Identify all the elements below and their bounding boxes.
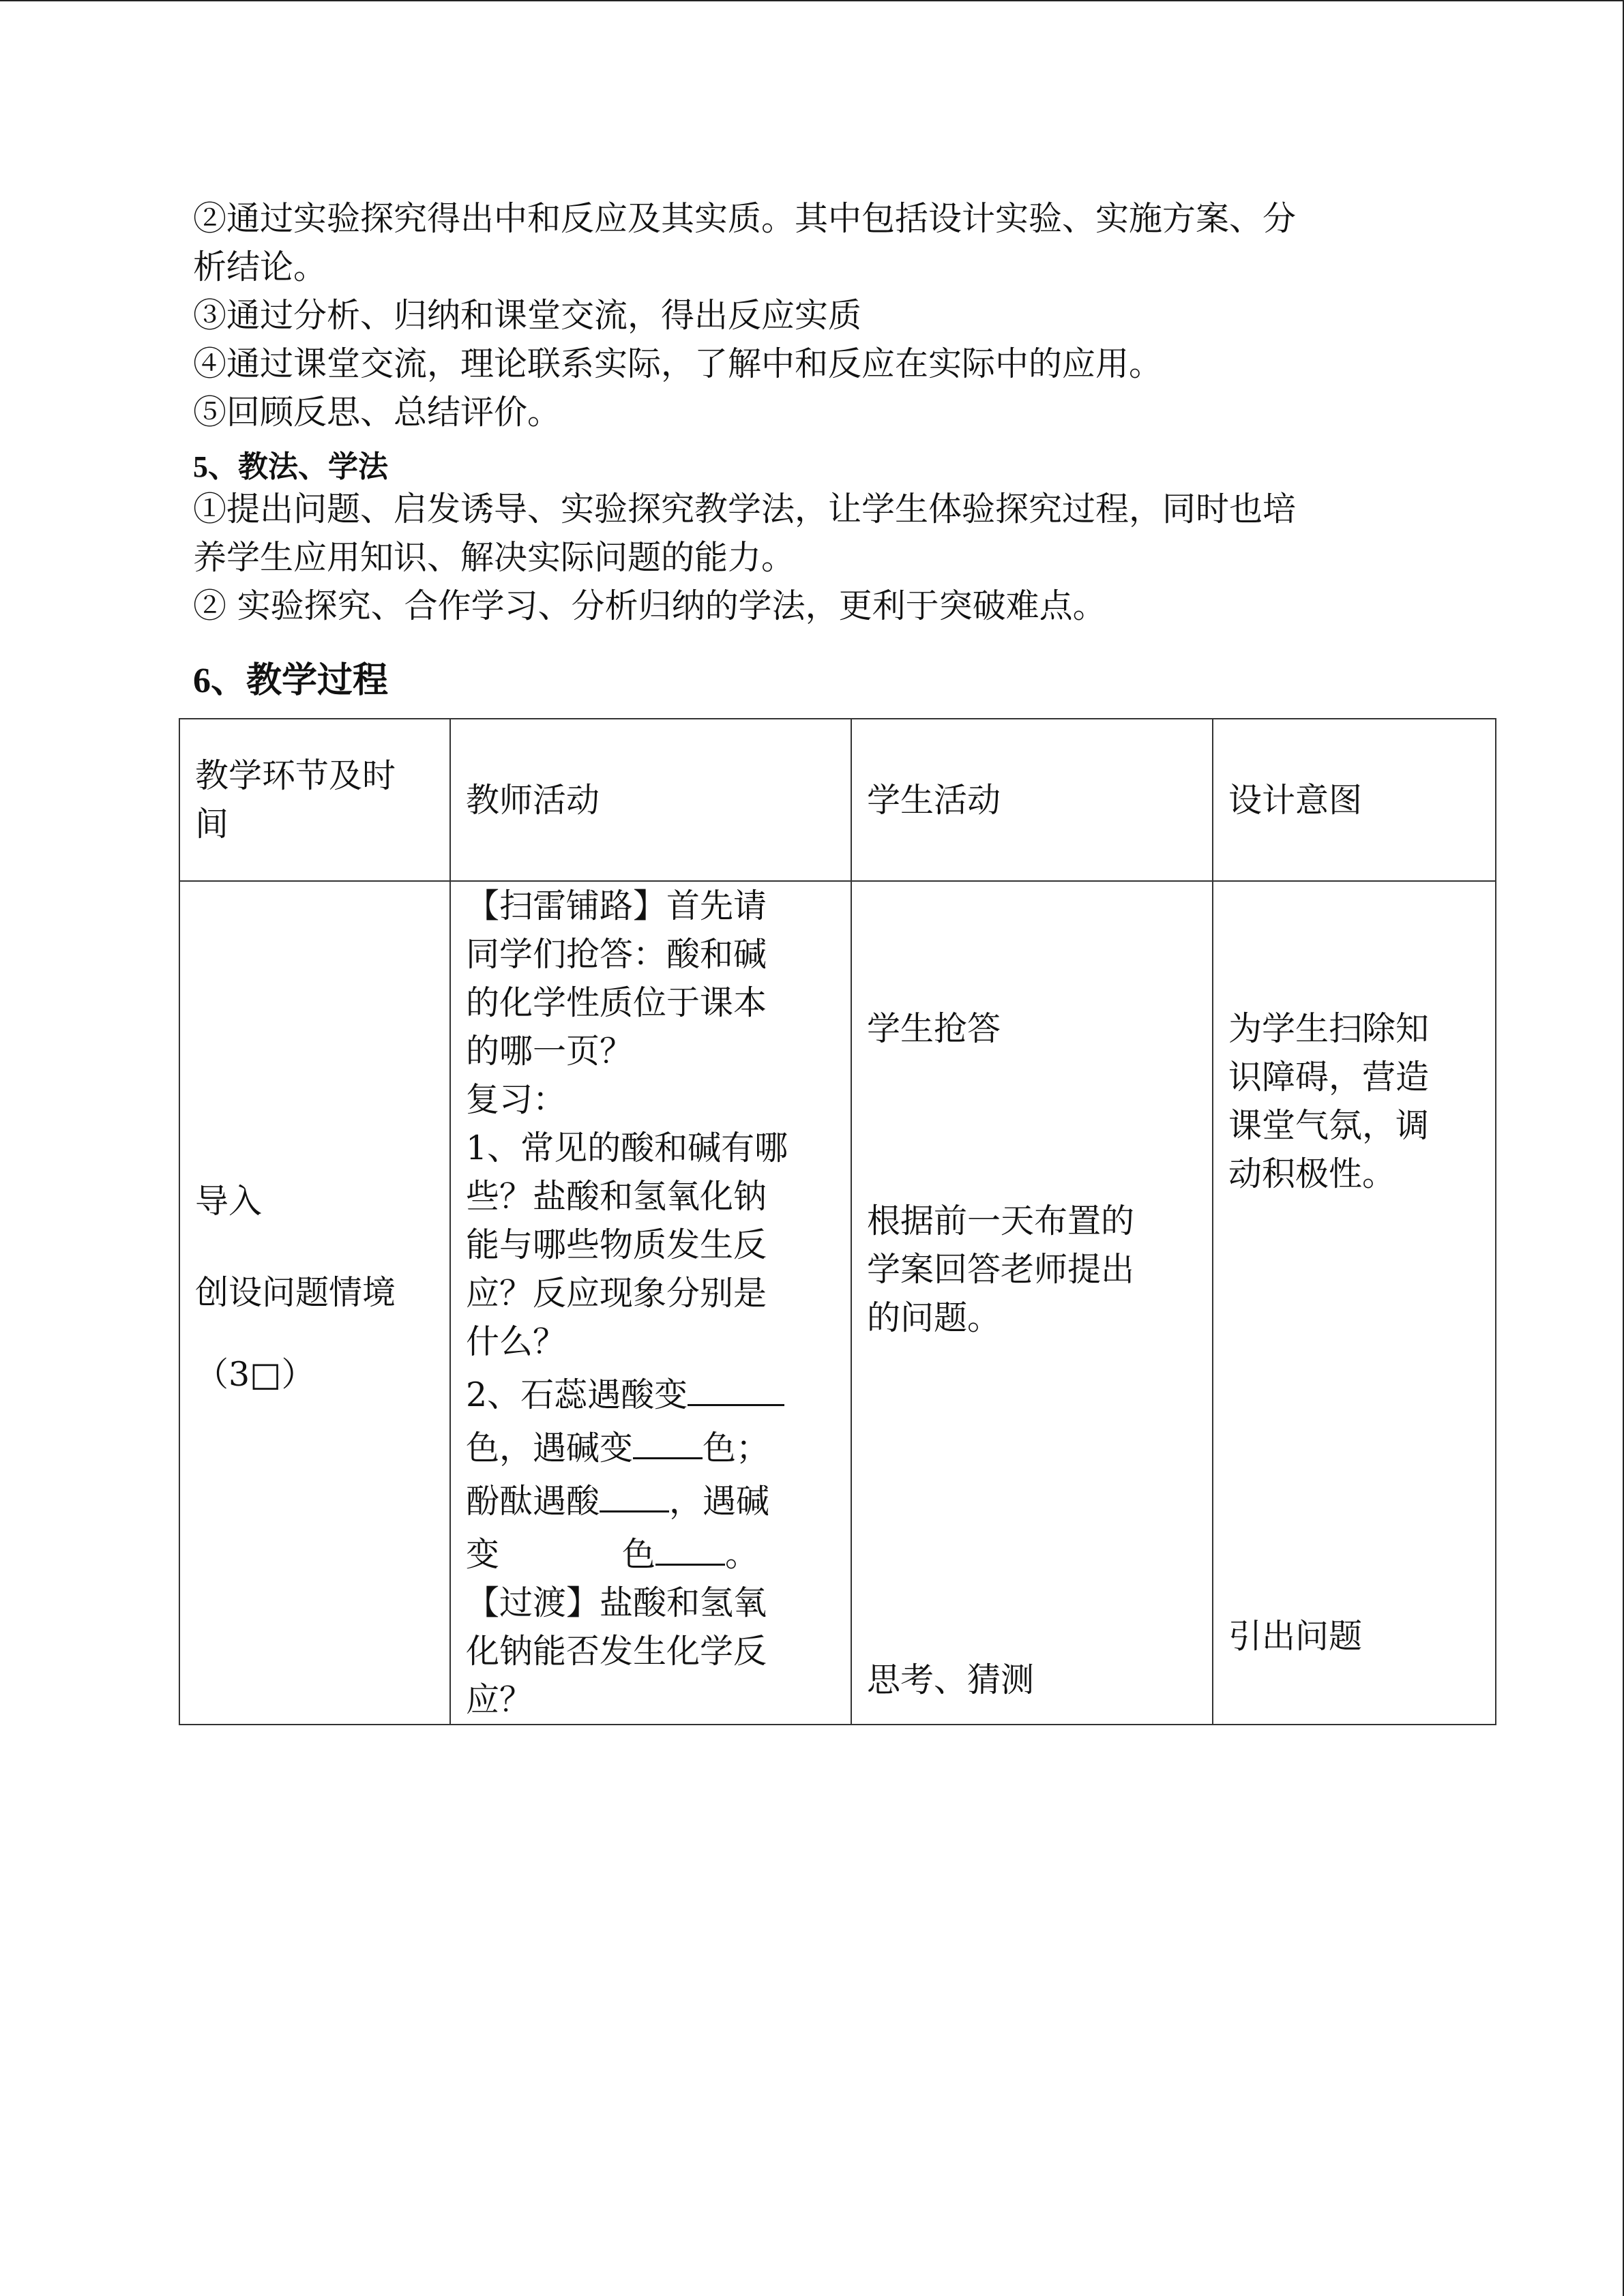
table-header-row xyxy=(179,719,1496,881)
fill-blank xyxy=(600,1472,669,1512)
table-row xyxy=(179,881,1496,1725)
intent-line-4: 动积极性。 xyxy=(1228,1154,1396,1193)
method-paragraph-1-line-2: 养学生应用知识、解决实际问题的能力。 xyxy=(193,538,795,577)
intent-line-3: 课堂气氛，调 xyxy=(1228,1106,1430,1145)
section-6-heading: 6、教学过程 xyxy=(193,661,389,700)
fill-blank xyxy=(633,1419,703,1459)
student-answer-line-3: 的问题。 xyxy=(867,1298,1001,1337)
paragraph-4: ④通过课堂交流，理论联系实际，了解中和反应在实际中的应用。 xyxy=(193,344,1163,383)
stage-scenario: 创设问题情境 xyxy=(195,1273,396,1312)
header-student-activity: 学生活动 xyxy=(851,719,1213,881)
header-design-intent: 设计意图 xyxy=(1213,719,1496,881)
intent-line-1: 为学生扫除知 xyxy=(1228,1009,1430,1048)
student-answer-line-1: 根据前一天布置的 xyxy=(867,1202,1135,1240)
paragraph-3: ③通过分析、归纳和课堂交流，得出反应实质 xyxy=(193,296,862,335)
section-5-heading: 5、教法、学法 xyxy=(193,450,388,483)
stage-duration: （3□） xyxy=(195,1355,315,1394)
student-quick-answer: 学生抢答 xyxy=(867,1009,1001,1048)
header-teacher-activity: 教师活动 xyxy=(450,719,851,881)
paragraph-5: ⑤回顾反思、总结评价。 xyxy=(193,393,561,432)
design-intent-cell xyxy=(1213,881,1496,1725)
header-stage-time: 教学环节及时 间 xyxy=(179,719,450,881)
stage-cell xyxy=(179,881,450,1725)
method-paragraph-1-line-1: ①提出问题、启发诱导、实验探究教学法，让学生体验探究过程，同时也培 xyxy=(193,490,1297,528)
student-think-guess: 思考、猜测 xyxy=(867,1660,1035,1699)
litmus-question: 2、石蕊遇酸变 xyxy=(466,1366,851,1419)
teaching-process-table xyxy=(179,718,1496,1725)
intent-line-2: 识障碍，营造 xyxy=(1228,1058,1430,1097)
teacher-activity-cell: 【扫雷铺路】首先请 同学们抢答：酸和碱 的化学性质位于课本 的哪一页？ 复习： 1、常见的酸和碱有哪 些？盐酸和氢氧化钠 能与哪些物质发生反 应？反应现象分别是 什么？ 2、石蕊遇酸变 色，遇碱变 色； 酚酞遇酸 ，遇碱 变 色 。 【过渡】盐酸和氢氧 化钠能否发生化学反 应？ xyxy=(450,881,851,1725)
fill-blank xyxy=(688,1366,784,1406)
paragraph-2-line-1: ②通过实验探究得出中和反应及其实质。其中包括设计实验、实施方案、分 xyxy=(193,199,1297,238)
stage-intro: 导入 xyxy=(195,1182,263,1221)
student-activity-cell xyxy=(851,881,1213,1725)
fill-blank xyxy=(655,1525,725,1566)
method-paragraph-2: ② 实验探究、合作学习、分析归纳的学法，更利于突破难点。 xyxy=(193,586,1106,625)
student-answer-line-2: 学案回答老师提出 xyxy=(867,1250,1135,1289)
intent-raise-question: 引出问题 xyxy=(1228,1617,1363,1656)
paragraph-2-line-2: 析结论。 xyxy=(193,248,327,286)
